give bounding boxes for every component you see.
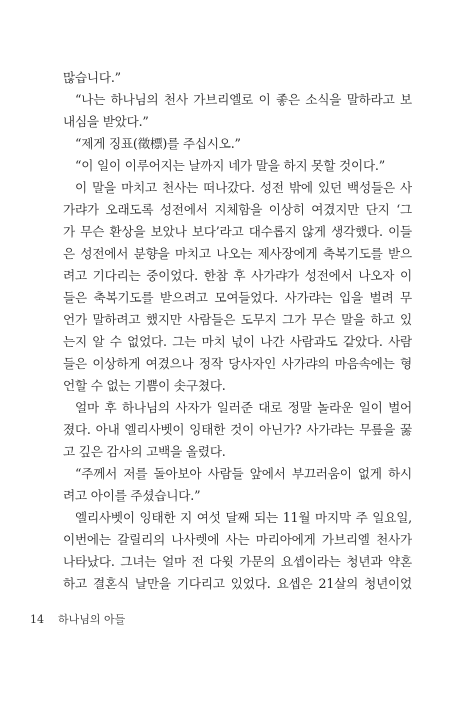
text-line: “나는 하나님의 천사 가브리엘로 이 좋은 소식을 말하라고 보 — [75, 92, 412, 107]
text-line: 가 무슨 환상을 보았나 보다’라고 대수롭지 않게 생각했다. 이들 — [63, 224, 412, 239]
page-number: 14 — [30, 613, 44, 626]
text-line: 이 말을 마치고 천사는 떠나갔다. 성전 밖에 있던 백성들은 사 — [75, 180, 412, 195]
text-line: 얼마 후 하나님의 사자가 일러준 대로 정말 놀라운 일이 벌어 — [75, 400, 412, 415]
text-line: 는지 알 수 없었다. 그는 마치 넋이 나간 사람과도 같았다. 사람 — [63, 334, 412, 349]
text-line: 려고 아이를 주셨습니다.” — [63, 488, 201, 503]
text-line: 들은 이상하게 여겼으나 정작 당사자인 사가랴의 마음속에는 형 — [63, 356, 412, 371]
page-footer — [30, 613, 125, 627]
text-line: 은 성전에서 분향을 마치고 나오는 제사장에게 축복기도를 받으 — [63, 246, 412, 261]
text-line: 나타났다. 그녀는 얼마 전 다윗 가문의 요셉이라는 청년과 약혼 — [63, 554, 412, 569]
text-line: 많습니다.” — [63, 70, 121, 85]
body-text — [63, 67, 412, 595]
text-line: 하고 결혼식 날만을 기다리고 있었다. 요셉은 21살의 청년이었 — [63, 576, 412, 591]
book-title: 하나님의 아들 — [58, 613, 126, 626]
text-line: “제게 징표(徵標)를 주십시오.” — [75, 136, 241, 151]
text-line: 내심을 받았다.” — [63, 114, 149, 129]
text-line: 들은 축복기도를 받으려고 모여들었다. 사가랴는 입을 벌려 무 — [63, 290, 412, 305]
text-line: 가랴가 오래도록 성전에서 지체함을 이상히 여겼지만 단지 ‘그 — [63, 202, 412, 217]
text-line: “이 일이 이루어지는 날까지 네가 말을 하지 못할 것이다.” — [75, 158, 385, 173]
text-line: 언가 말하려고 했지만 사람들은 도무지 그가 무슨 말을 하고 있 — [63, 312, 412, 327]
text-line: “주께서 저를 돌아보아 사람들 앞에서 부끄러움이 없게 하시 — [75, 466, 412, 481]
text-line: 고 깊은 감사의 고백을 올렸다. — [63, 444, 226, 459]
text-line: 졌다. 아내 엘리사벳이 잉태한 것이 아닌가? 사가랴는 무릎을 꿇 — [63, 422, 412, 437]
text-line: 언할 수 없는 기쁨이 솟구쳤다. — [63, 378, 226, 393]
text-line: 려고 기다리는 중이었다. 한참 후 사가랴가 성전에서 나오자 이 — [63, 268, 412, 283]
text-line: 이번에는 갈릴리의 나사렛에 사는 마리아에게 가브리엘 천사가 — [63, 532, 412, 547]
text-line: 엘리사벳이 잉태한 지 여섯 달째 되는 11월 마지막 주 일요일, — [75, 510, 412, 525]
